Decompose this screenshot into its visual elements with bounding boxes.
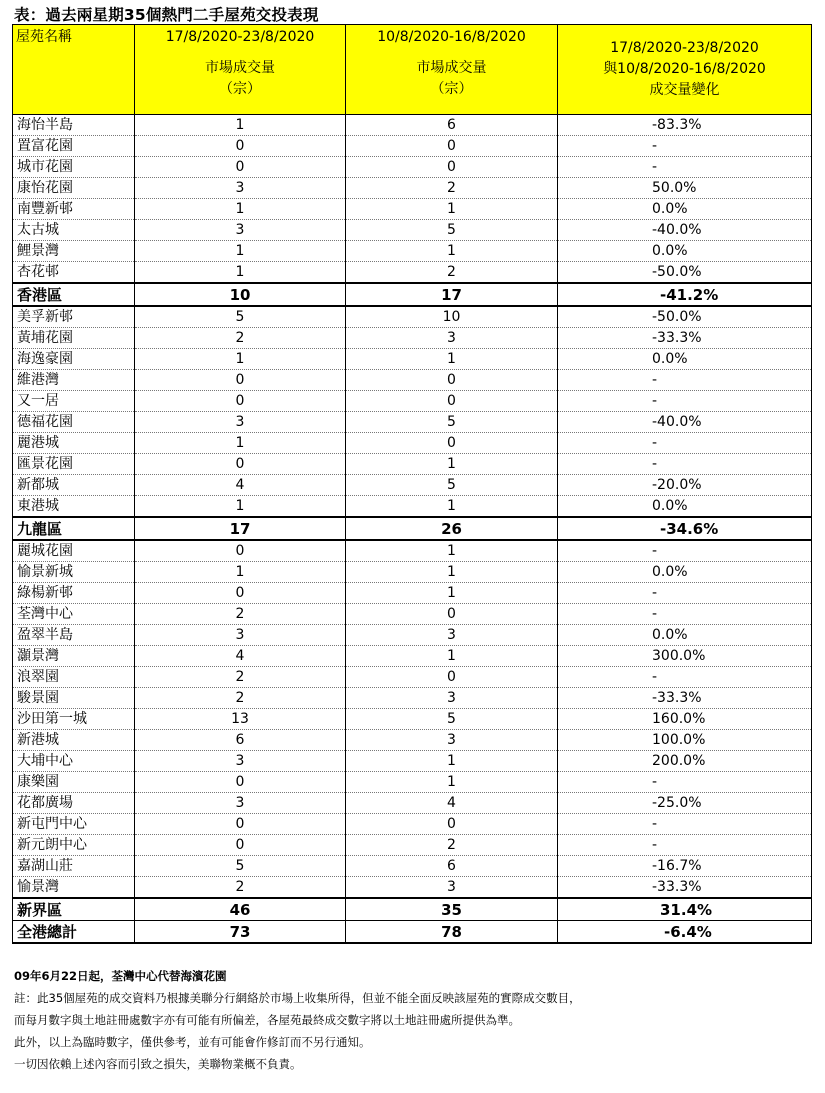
period1-volume-cell: 1 xyxy=(135,496,346,518)
table-row xyxy=(13,241,812,262)
period2-volume-cell: 6 xyxy=(346,115,558,136)
period1-volume-cell: 4 xyxy=(135,646,346,667)
period1-volume-cell: 73 xyxy=(135,921,346,944)
period2-volume-cell: 3 xyxy=(346,625,558,646)
period2-volume-cell: 1 xyxy=(346,751,558,772)
period2-volume-cell: 0 xyxy=(346,814,558,835)
period1-volume-cell: 2 xyxy=(135,604,346,625)
period2-volume-cell: 0 xyxy=(346,667,558,688)
period1-volume-cell: 0 xyxy=(135,391,346,412)
period2-volume-cell: 1 xyxy=(346,772,558,793)
period2-volume-cell: 1 xyxy=(346,540,558,562)
period2-volume-cell: 1 xyxy=(346,241,558,262)
change-cell: 0.0% xyxy=(558,199,812,220)
table-row xyxy=(13,625,812,646)
change-cell: - xyxy=(558,370,812,391)
change-cell: - xyxy=(558,157,812,178)
estate-name-cell: 浪翠園 xyxy=(13,667,135,688)
period1-volume-cell: 3 xyxy=(135,751,346,772)
period2-volume-cell: 6 xyxy=(346,856,558,877)
change-cell: - xyxy=(558,835,812,856)
change-cell: - xyxy=(558,391,812,412)
table-row xyxy=(13,562,812,583)
estate-name-cell: 全港總計 xyxy=(13,921,135,944)
period1-volume-cell: 17 xyxy=(135,517,346,540)
estate-name-cell: 綠楊新邨 xyxy=(13,583,135,604)
estate-name-cell: 匯景花園 xyxy=(13,454,135,475)
table-row xyxy=(13,157,812,178)
period2-volume-cell: 1 xyxy=(346,454,558,475)
estate-name-cell: 康樂園 xyxy=(13,772,135,793)
table-row xyxy=(13,199,812,220)
footnote-line: 09年6月22日起，荃灣中心代替海濱花園 xyxy=(14,969,227,983)
footnote-line: 而每月數字與土地註冊處數字亦有可能有所偏差，各屋苑最終成交數字將以土地註冊處所提供為準。 xyxy=(14,1013,520,1027)
table-row xyxy=(13,178,812,199)
period1-volume-cell: 0 xyxy=(135,583,346,604)
period2-volume-cell: 3 xyxy=(346,877,558,899)
estate-name-cell: 又一居 xyxy=(13,391,135,412)
header-period1: 17/8/2020-23/8/2020 市場成交量 （宗） xyxy=(135,25,346,115)
estate-name-cell: 新屯門中心 xyxy=(13,814,135,835)
table-row xyxy=(13,475,812,496)
table-row xyxy=(13,454,812,475)
change-cell: 0.0% xyxy=(558,496,812,518)
period1-volume-cell: 1 xyxy=(135,349,346,370)
change-cell: -34.6% xyxy=(558,517,812,540)
period2-volume-cell: 1 xyxy=(346,496,558,518)
table-row xyxy=(13,220,812,241)
period1-volume-cell: 1 xyxy=(135,241,346,262)
table-row xyxy=(13,115,812,136)
table-row xyxy=(13,370,812,391)
table-row xyxy=(13,772,812,793)
table-row xyxy=(13,709,812,730)
table-row xyxy=(13,540,812,562)
change-cell: -40.0% xyxy=(558,412,812,433)
period2-volume-cell: 0 xyxy=(346,433,558,454)
period1-volume-cell: 5 xyxy=(135,306,346,328)
period2-volume-cell: 0 xyxy=(346,604,558,625)
period2-volume-cell: 1 xyxy=(346,349,558,370)
period2-volume-cell: 3 xyxy=(346,730,558,751)
footnotes xyxy=(14,965,581,1075)
estate-name-cell: 灝景灣 xyxy=(13,646,135,667)
period1-volume-cell: 1 xyxy=(135,199,346,220)
period2-volume-cell: 2 xyxy=(346,835,558,856)
estate-name-cell: 太古城 xyxy=(13,220,135,241)
table-row xyxy=(13,604,812,625)
table-row xyxy=(13,751,812,772)
period2-volume-cell: 0 xyxy=(346,391,558,412)
period1-volume-cell: 2 xyxy=(135,667,346,688)
period2-volume-cell: 26 xyxy=(346,517,558,540)
change-cell: - xyxy=(558,772,812,793)
estate-name-cell: 花都廣場 xyxy=(13,793,135,814)
estate-name-cell: 荃灣中心 xyxy=(13,604,135,625)
table-row xyxy=(13,583,812,604)
period2-volume-cell: 78 xyxy=(346,921,558,944)
table-row xyxy=(13,433,812,454)
table-body xyxy=(13,115,812,944)
change-cell: -6.4% xyxy=(558,921,812,944)
period1-volume-cell: 3 xyxy=(135,625,346,646)
period2-volume-cell: 0 xyxy=(346,136,558,157)
estate-name-cell: 嘉湖山莊 xyxy=(13,856,135,877)
header-period2: 10/8/2020-16/8/2020 市場成交量 （宗） xyxy=(346,25,558,115)
estate-name-cell: 新都城 xyxy=(13,475,135,496)
period1-volume-cell: 3 xyxy=(135,220,346,241)
period1-volume-cell: 0 xyxy=(135,370,346,391)
period2-volume-cell: 3 xyxy=(346,328,558,349)
table-row xyxy=(13,412,812,433)
table-row xyxy=(13,328,812,349)
period2-volume-cell: 35 xyxy=(346,898,558,921)
footnote-line: 一切因依賴上述內容而引致之損失，美聯物業概不負責。 xyxy=(14,1057,302,1071)
table-title: 表：過去兩星期35個熱門二手屋苑交投表現 xyxy=(14,6,319,24)
subtotal-row xyxy=(13,898,812,921)
transaction-table xyxy=(12,24,812,944)
table-row xyxy=(13,349,812,370)
table-row xyxy=(13,391,812,412)
estate-name-cell: 九龍區 xyxy=(13,517,135,540)
period1-volume-cell: 0 xyxy=(135,454,346,475)
change-cell: -83.3% xyxy=(558,115,812,136)
estate-name-cell: 康怡花園 xyxy=(13,178,135,199)
estate-name-cell: 南豐新邨 xyxy=(13,199,135,220)
table-row xyxy=(13,306,812,328)
estate-name-cell: 愉景灣 xyxy=(13,877,135,899)
period1-volume-cell: 6 xyxy=(135,730,346,751)
change-cell: - xyxy=(558,454,812,475)
change-cell: - xyxy=(558,667,812,688)
period1-volume-cell: 0 xyxy=(135,540,346,562)
period2-volume-cell: 10 xyxy=(346,306,558,328)
period1-volume-cell: 0 xyxy=(135,157,346,178)
estate-name-cell: 沙田第一城 xyxy=(13,709,135,730)
table-row xyxy=(13,646,812,667)
change-cell: 0.0% xyxy=(558,241,812,262)
estate-name-cell: 駿景園 xyxy=(13,688,135,709)
change-cell: 160.0% xyxy=(558,709,812,730)
period1-volume-cell: 46 xyxy=(135,898,346,921)
table-row xyxy=(13,793,812,814)
estate-name-cell: 新港城 xyxy=(13,730,135,751)
period2-volume-cell: 2 xyxy=(346,178,558,199)
change-cell: 0.0% xyxy=(558,562,812,583)
change-cell: 0.0% xyxy=(558,349,812,370)
change-cell: -40.0% xyxy=(558,220,812,241)
table-row xyxy=(13,262,812,284)
estate-name-cell: 新界區 xyxy=(13,898,135,921)
change-cell: 200.0% xyxy=(558,751,812,772)
change-cell: - xyxy=(558,814,812,835)
change-cell: 0.0% xyxy=(558,625,812,646)
estate-name-cell: 置富花園 xyxy=(13,136,135,157)
period1-volume-cell: 10 xyxy=(135,283,346,306)
change-cell: 31.4% xyxy=(558,898,812,921)
subtotal-row xyxy=(13,283,812,306)
period1-volume-cell: 3 xyxy=(135,793,346,814)
estate-name-cell: 維港灣 xyxy=(13,370,135,391)
change-cell: 100.0% xyxy=(558,730,812,751)
period1-volume-cell: 1 xyxy=(135,115,346,136)
period2-volume-cell: 1 xyxy=(346,583,558,604)
table-row xyxy=(13,835,812,856)
period1-volume-cell: 3 xyxy=(135,178,346,199)
footnote-line: 此外，以上為臨時數字，僅供參考，並有可能會作修訂而不另行通知。 xyxy=(14,1035,371,1049)
period1-volume-cell: 1 xyxy=(135,433,346,454)
estate-name-cell: 黃埔花園 xyxy=(13,328,135,349)
change-cell: -50.0% xyxy=(558,306,812,328)
estate-name-cell: 海逸豪園 xyxy=(13,349,135,370)
period1-volume-cell: 0 xyxy=(135,136,346,157)
header-change: 17/8/2020-23/8/2020 與10/8/2020-16/8/2020 成交量變化 xyxy=(558,25,812,115)
table-row xyxy=(13,856,812,877)
change-cell: 50.0% xyxy=(558,178,812,199)
estate-name-cell: 愉景新城 xyxy=(13,562,135,583)
period1-volume-cell: 1 xyxy=(135,562,346,583)
table-row xyxy=(13,688,812,709)
change-cell: - xyxy=(558,604,812,625)
estate-name-cell: 麗港城 xyxy=(13,433,135,454)
period1-volume-cell: 0 xyxy=(135,835,346,856)
subtotal-row xyxy=(13,517,812,540)
period1-volume-cell: 1 xyxy=(135,262,346,284)
estate-name-cell: 麗城花園 xyxy=(13,540,135,562)
table-row xyxy=(13,730,812,751)
table-header-row xyxy=(13,25,812,115)
change-cell: - xyxy=(558,540,812,562)
estate-name-cell: 鯉景灣 xyxy=(13,241,135,262)
period2-volume-cell: 5 xyxy=(346,709,558,730)
period1-volume-cell: 13 xyxy=(135,709,346,730)
change-cell: - xyxy=(558,433,812,454)
period1-volume-cell: 2 xyxy=(135,688,346,709)
total-row xyxy=(13,921,812,944)
header-estate-name: 屋苑名稱 xyxy=(13,25,135,115)
period1-volume-cell: 0 xyxy=(135,772,346,793)
period1-volume-cell: 2 xyxy=(135,877,346,899)
estate-name-cell: 城市花園 xyxy=(13,157,135,178)
estate-name-cell: 東港城 xyxy=(13,496,135,518)
change-cell: -41.2% xyxy=(558,283,812,306)
change-cell: -33.3% xyxy=(558,877,812,899)
change-cell: -20.0% xyxy=(558,475,812,496)
table-row xyxy=(13,496,812,518)
estate-name-cell: 新元朗中心 xyxy=(13,835,135,856)
period2-volume-cell: 4 xyxy=(346,793,558,814)
period2-volume-cell: 3 xyxy=(346,688,558,709)
period1-volume-cell: 4 xyxy=(135,475,346,496)
period1-volume-cell: 3 xyxy=(135,412,346,433)
change-cell: -50.0% xyxy=(558,262,812,284)
table-row xyxy=(13,877,812,899)
change-cell: -33.3% xyxy=(558,328,812,349)
period2-volume-cell: 17 xyxy=(346,283,558,306)
change-cell: - xyxy=(558,136,812,157)
period2-volume-cell: 1 xyxy=(346,646,558,667)
change-cell: - xyxy=(558,583,812,604)
estate-name-cell: 海怡半島 xyxy=(13,115,135,136)
change-cell: -25.0% xyxy=(558,793,812,814)
period2-volume-cell: 5 xyxy=(346,475,558,496)
estate-name-cell: 大埔中心 xyxy=(13,751,135,772)
period2-volume-cell: 2 xyxy=(346,262,558,284)
estate-name-cell: 盈翠半島 xyxy=(13,625,135,646)
period1-volume-cell: 2 xyxy=(135,328,346,349)
period2-volume-cell: 5 xyxy=(346,220,558,241)
change-cell: -16.7% xyxy=(558,856,812,877)
period1-volume-cell: 5 xyxy=(135,856,346,877)
table-row xyxy=(13,136,812,157)
period2-volume-cell: 0 xyxy=(346,157,558,178)
period2-volume-cell: 1 xyxy=(346,199,558,220)
change-cell: -33.3% xyxy=(558,688,812,709)
period2-volume-cell: 1 xyxy=(346,562,558,583)
estate-name-cell: 美孚新邨 xyxy=(13,306,135,328)
estate-name-cell: 杏花邨 xyxy=(13,262,135,284)
period1-volume-cell: 0 xyxy=(135,814,346,835)
table-row xyxy=(13,814,812,835)
period2-volume-cell: 0 xyxy=(346,370,558,391)
estate-name-cell: 香港區 xyxy=(13,283,135,306)
footnote-line: 註：此35個屋苑的成交資料乃根據美聯分行網絡於市場上收集所得，但並不能全面反映該屋苑的實際成交數目， xyxy=(14,991,581,1005)
change-cell: 300.0% xyxy=(558,646,812,667)
table-row xyxy=(13,667,812,688)
estate-name-cell: 德福花園 xyxy=(13,412,135,433)
period2-volume-cell: 5 xyxy=(346,412,558,433)
